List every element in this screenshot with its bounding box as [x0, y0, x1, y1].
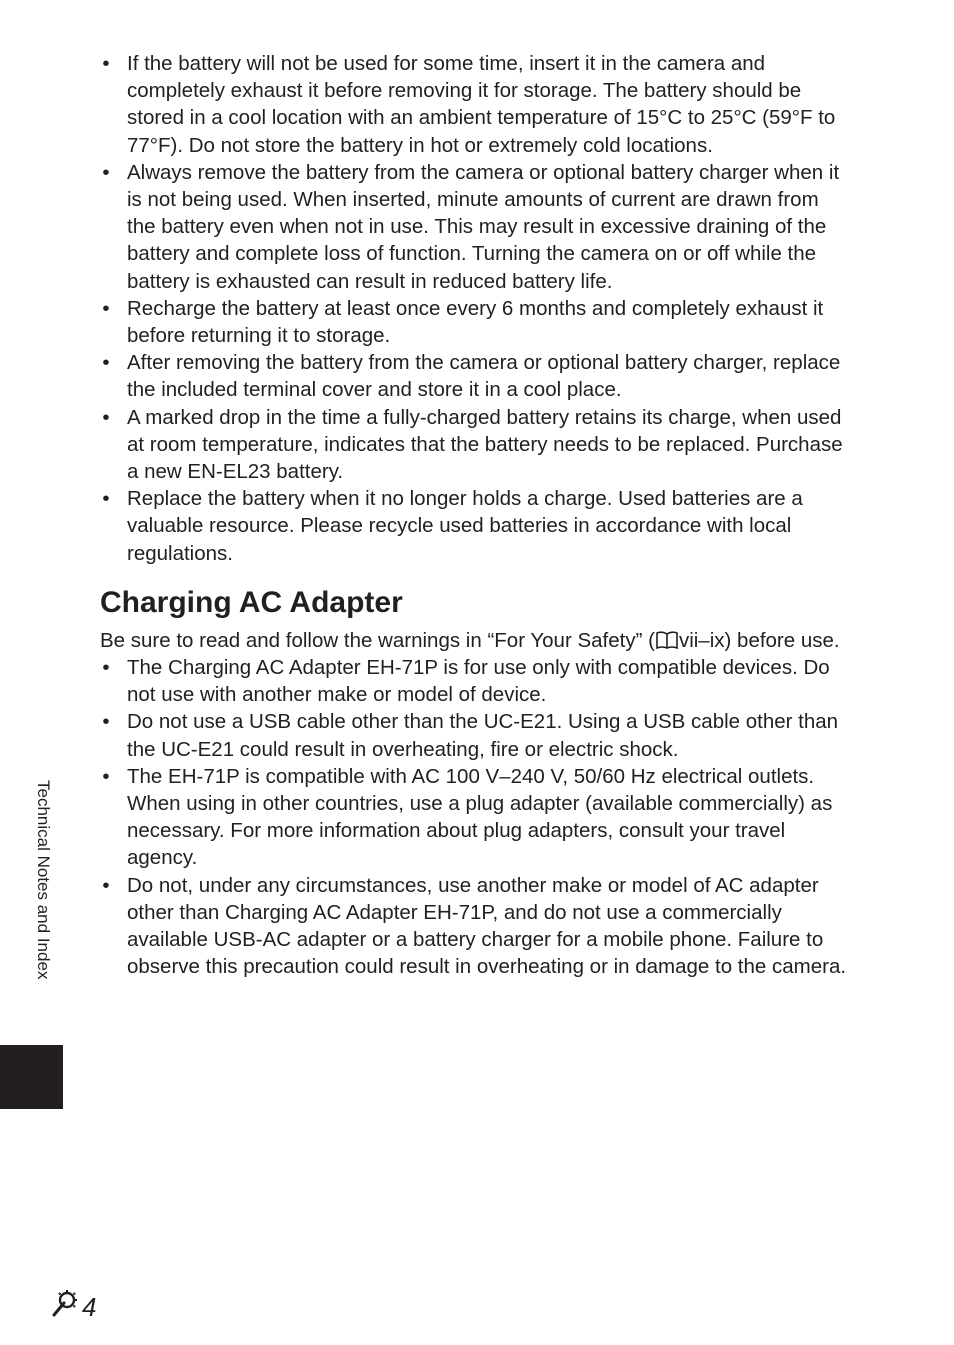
bullet: • [102, 405, 110, 429]
list-item: • The EH-71P is compatible with AC 100 V–240 V, 50/60 Hz electrical outlets. When using in other countries, use a plug adapter (available commercially) as necessary. For more information about plug adapters, consult your travel agency. [100, 763, 852, 872]
page-content [100, 50, 852, 981]
list-item: • Recharge the battery at least once every 6 months and completely exhaust it before returning it to storage. [100, 295, 852, 349]
bullet: • [102, 351, 110, 375]
page-number-value: 4 [82, 1291, 97, 1322]
page-number [46, 1290, 96, 1324]
list-item: • If the battery will not be used for some time, insert it in the camera and completely exhaust it before removing it for storage. The battery should be stored in a cool location with an ambient temperature of 15°C to 25°C (59°F to 77°F). Do not store the battery in hot or extremely cold locations. [100, 50, 852, 159]
bullet: • [102, 764, 110, 788]
list-item: • A marked drop in the time a fully-charged battery retains its charge, when used at room temperature, indicates that the battery needs to be replaced. Purchase a new EN-EL23 battery. [100, 404, 852, 486]
bullet: • [102, 873, 110, 897]
book-icon [656, 630, 678, 650]
bullet: • [102, 160, 110, 184]
list-item: • Do not, under any circumstances, use another make or model of AC adapter other than Charging AC Adapter EH-71P, and do not use a commercially available USB-AC adapter or a battery charger for a mobile phone. Failure to observe this precaution could result in overheating or in damage to the camera. [100, 872, 852, 981]
side-section-label: Technical Notes and Index [34, 780, 53, 980]
bullet: • [102, 487, 110, 511]
battery-precautions-list [100, 50, 852, 567]
list-item: • Do not use a USB cable other than the UC-E21. Using a USB cable other than the UC-E21 could result in overheating, fire or electric shock. [100, 708, 852, 762]
list-item: • The Charging AC Adapter EH-71P is for use only with compatible devices. Do not use with another make or model of device. [100, 654, 852, 708]
bullet: • [102, 710, 110, 734]
section-tab-marker [0, 1045, 63, 1109]
bullet: • [102, 52, 110, 75]
list-item: • Always remove the battery from the camera or optional battery charger when it is not being used. When inserted, minute amounts of current are drawn from the battery even when not in use. This may result in excessive draining of the battery and complete loss of function. Turning the camera on or off while the battery is exhausted can result in reduced battery life. [100, 159, 852, 295]
technical-notes-icon [46, 1289, 82, 1326]
bullet: • [102, 656, 110, 680]
page-reference-link[interactable]: vii–ix [678, 628, 725, 652]
section-title: Charging AC Adapter [100, 585, 403, 619]
adapter-precautions-list [100, 654, 852, 980]
list-item: • After removing the battery from the camera or optional battery charger, replace the included terminal cover and store it in a cool place. [100, 349, 852, 403]
list-item: • Replace the battery when it no longer holds a charge. Used batteries are a valuable resource. Please recycle used batteries in accordance with local regulations. [100, 485, 852, 567]
section-intro: Be sure to read and follow the warnings in “For Your Safety” ( vii–ix) before use. [100, 628, 840, 652]
bullet: • [102, 296, 110, 320]
